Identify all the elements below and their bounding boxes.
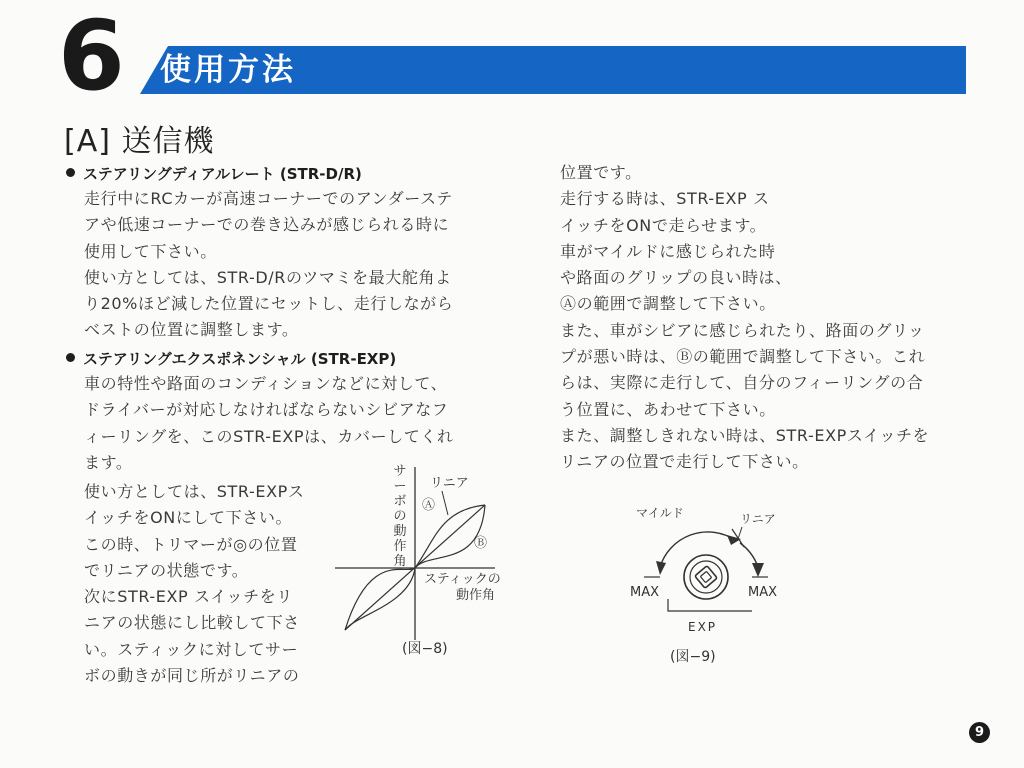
chapter-title: 使用方法 (160, 52, 296, 88)
heading-str-dr-text: ステアリングディアルレート (STR-D/R) (83, 165, 362, 183)
figure-8-diagram (330, 455, 530, 675)
y-axis-label-char: サ (393, 464, 407, 479)
page-number: 9 (969, 722, 990, 743)
text-line: 次にSTR-EXP スイッチをリ (84, 587, 293, 607)
text-line: イッチをONにして下さい。 (84, 508, 293, 528)
exp-bracket (668, 599, 752, 611)
linear-leader-fig9 (738, 527, 742, 539)
text-line: い。スティックに対してサー (84, 639, 299, 659)
mild-label: マイルド (636, 506, 684, 520)
y-axis-label-char: 動 (393, 524, 407, 539)
text-line: り20%ほど減した位置にセットし、走行しながら (84, 294, 454, 314)
bullet-icon (66, 353, 75, 362)
text-line: ィーリングを、このSTR-EXPは、カバーしてくれ (84, 426, 454, 446)
paragraph-str-dr (84, 186, 453, 344)
x-axis-label-1: スティックの (424, 572, 501, 587)
heading-str-exp-text: ステアリングエクスポネンシャル (STR-EXP) (83, 350, 397, 368)
figure-9-diagram (600, 495, 830, 670)
linear-leader (442, 491, 448, 515)
figure-8-caption: (図−8) (402, 641, 448, 657)
figure-9-caption: (図−9) (670, 649, 716, 665)
y-axis-label-char: 作 (393, 539, 407, 554)
text-line: らは、実際に走行して、自分のフィーリングの合 (560, 373, 924, 393)
text-line: 位置です。 (560, 163, 642, 182)
exp-label: EXP (688, 620, 718, 634)
text-line: Ⓐの範囲で調整して下さい。 (560, 294, 776, 314)
label-a: Ⓐ (422, 498, 436, 513)
y-axis-label-char: の (393, 509, 407, 524)
linear-label-fig9: リニア (740, 512, 776, 526)
arrowhead-right (752, 563, 764, 577)
text-line: ベストの位置に調整します。 (84, 320, 299, 340)
text-line: ドライバーが対応しなければならないシビアなフ (84, 400, 449, 420)
linear-label: リニア (430, 476, 469, 491)
y-axis-label-char: ボ (393, 494, 407, 509)
max-label-left: MAX (630, 585, 660, 600)
heading-str-dr (66, 163, 362, 184)
text-line: 車がマイルドに感じられた時 (560, 241, 776, 261)
y-axis-label-char: 角 (393, 554, 407, 569)
text-line: この時、トリマーが◎の位置 (84, 534, 298, 554)
text-line: や路面のグリップの良い時は、 (560, 268, 792, 288)
paragraph-right (560, 160, 929, 476)
text-line: アや低速コーナーでの巻き込みが感じられる時に (84, 215, 450, 235)
text-line: 使用して下さい。 (84, 241, 217, 261)
text-line: 使い方としては、STR-EXPス (84, 482, 305, 501)
bullet-icon (66, 168, 75, 177)
y-axis-label-char: ー (393, 479, 407, 494)
text-line: 車の特性や路面のコンディションなどに対して、 (84, 374, 448, 393)
arrowhead-left (656, 561, 666, 575)
text-line: また、車がシビアに感じられたり、路面のグリッ (560, 320, 925, 340)
section-title: [A] 送信機 (64, 124, 215, 159)
chapter-number: 6 (58, 0, 123, 112)
max-label-right: MAX (748, 585, 778, 600)
text-line: う位置に、あわせて下さい。 (560, 399, 776, 419)
text-line: また、調整しきれない時は、STR-EXPスイッチを (560, 425, 930, 445)
label-b: Ⓑ (474, 536, 488, 551)
text-line: イッチをONで走らせます。 (560, 215, 767, 235)
paragraph-usage (84, 479, 305, 689)
text-line: リニアの位置で走行して下さい。 (560, 452, 809, 472)
text-line: ます。 (84, 452, 133, 472)
text-line: 走行中にRCカーが高速コーナーでのアンダーステ (84, 189, 453, 208)
text-line: プが悪い時は、Ⓑの範囲で調整して下さい。これ (560, 347, 926, 367)
x-axis-label-2: 動作角 (456, 588, 496, 603)
text-line: ニアの状態にし比較して下さ (84, 613, 300, 633)
text-line: ボの動きが同じ所がリニアの (84, 666, 300, 686)
text-line: でリニアの状態です。 (84, 560, 249, 580)
text-line: 使い方としては、STR-D/Rのツマミを最大舵角よ (84, 267, 452, 287)
heading-str-exp (66, 348, 396, 369)
text-line: 走行する時は、STR-EXP ス (560, 189, 770, 209)
